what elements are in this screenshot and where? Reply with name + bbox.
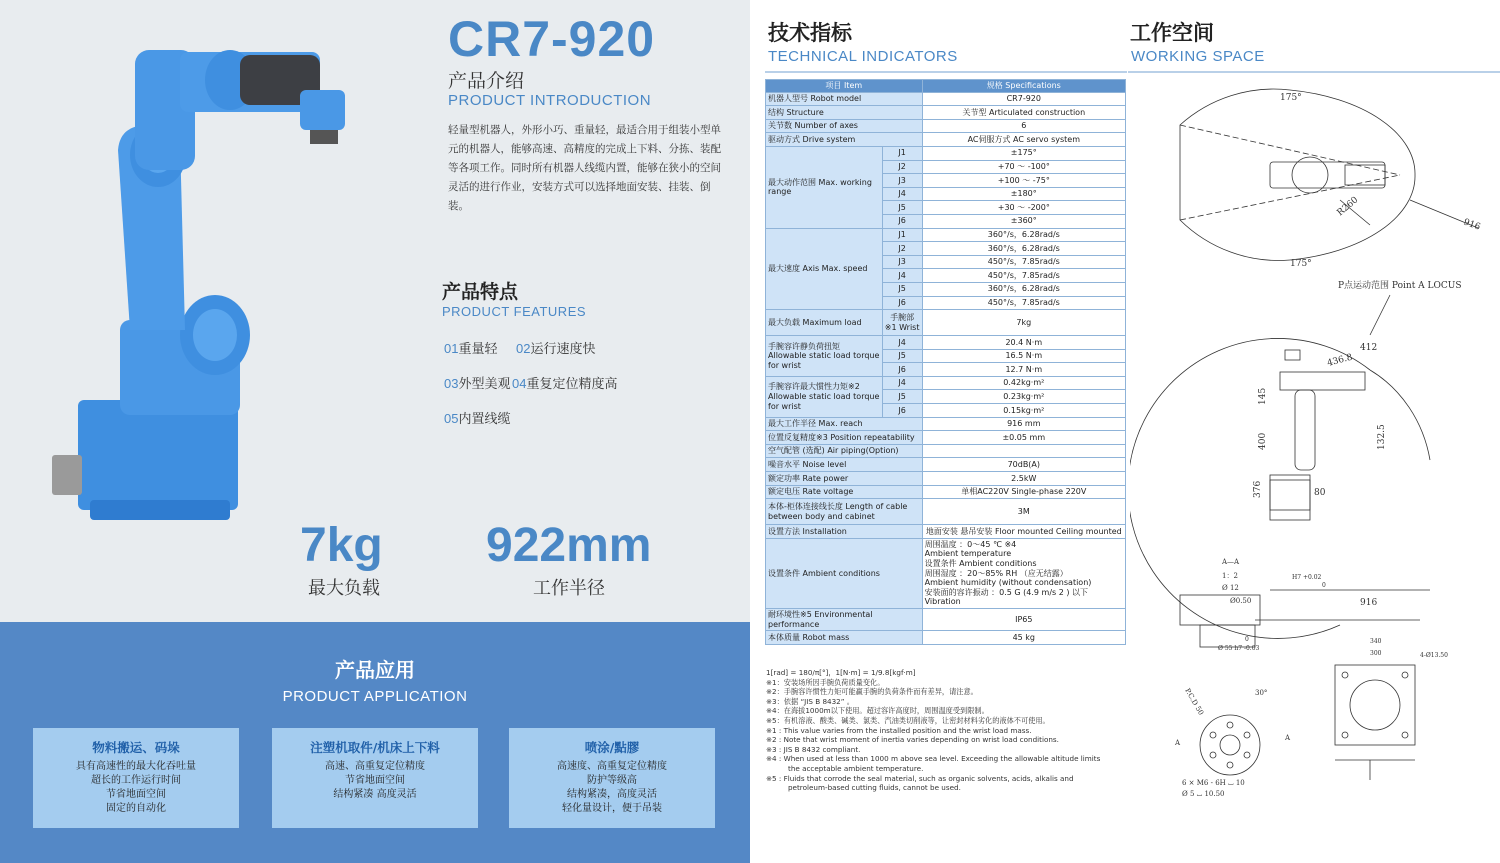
feature-num: 05 — [444, 411, 459, 426]
dim-label: 436.8 — [1326, 352, 1354, 369]
table-row — [766, 146, 1126, 160]
row-value: 地面安装 悬吊安装 Floor mounted Ceiling mounted — [922, 525, 1125, 539]
robot-arm-illustration — [40, 30, 370, 530]
max-load-label: 最大负载 — [308, 578, 380, 599]
feature-text: 重复定位精度高 — [526, 377, 618, 392]
header-item: 项目 Item — [766, 80, 923, 93]
section-marker: A — [1285, 734, 1291, 742]
dim-label: 0 — [1245, 636, 1249, 643]
joint-label: J5 — [882, 349, 922, 363]
note-line: ※5：有机溶液、酸类、碱类、氯类、汽油类切削液等，让密封材料劣化的液体不可使用。 — [766, 715, 1050, 725]
footnotes — [766, 668, 1128, 793]
table-row — [766, 228, 1126, 242]
dim-label: 300 — [1370, 650, 1382, 657]
spec-table — [765, 79, 1126, 645]
row-value: 360°/s，6.28rad/s — [922, 228, 1125, 242]
dim-label: 132.5 — [1377, 424, 1387, 450]
dim-label: H7 +0.02 — [1292, 574, 1322, 581]
row-value: 45 kg — [922, 631, 1125, 645]
joint-label: J4 — [882, 336, 922, 350]
row-value: 3M — [922, 499, 1125, 525]
note-line: ※4：在海拔1000m以下使用。超过容许高度时，周围温度受到限制。 — [766, 706, 989, 716]
dim-label: 916 — [1360, 598, 1378, 608]
joint-label: J4 — [882, 187, 922, 201]
row-value: +30 ～ -200° — [922, 201, 1125, 215]
joint-label: J2 — [882, 160, 922, 174]
note-line: ※1：安装场所因手腕负荷质量变化。 — [766, 677, 885, 687]
table-row — [766, 444, 1126, 458]
dim-label: 4-Ø13.50 — [1420, 652, 1448, 659]
row-label: 耐环境性※5 Environmental performance — [766, 608, 923, 630]
card-title: 物料搬运、码垛 — [92, 740, 180, 755]
feature-item — [512, 373, 617, 392]
row-label: 设置条件 Ambient conditions — [766, 538, 923, 608]
row-label: 空气配管 (选配) Air piping(Option) — [766, 444, 923, 458]
table-row — [766, 431, 1126, 445]
row-value: 7kg — [922, 310, 1125, 336]
feature-text: 重量轻 — [458, 342, 498, 357]
row-label: 位置反复精度※3 Position repeatability — [766, 431, 923, 445]
table-header-row — [766, 80, 1126, 93]
table-row — [766, 485, 1126, 499]
tech-divider — [765, 71, 1127, 73]
card-line: 结构紧凑，高度灵活 — [567, 789, 657, 800]
row-label: 噪音水平 Noise level — [766, 458, 923, 472]
dim-label: 340 — [1370, 638, 1382, 645]
row-label: 最大工作半径 Max. reach — [766, 417, 923, 431]
joint-label: J6 — [882, 363, 922, 377]
row-value: 16.5 N·m — [922, 349, 1125, 363]
row-label: 机器人型号 Robot model — [766, 92, 923, 106]
row-value: 0.42kg·m² — [922, 376, 1125, 390]
note-line: ※3：依据 “JIS B 8432” 。 — [766, 696, 854, 706]
note-line: petroleum-based cutting fluids, cannot be used. — [788, 783, 961, 793]
application-band — [0, 622, 750, 863]
reach-value: 922mm — [486, 519, 652, 572]
joint-label: J2 — [882, 242, 922, 256]
application-title-cn: 产品应用 — [335, 658, 415, 682]
row-label: 手腕容许静负荷扭矩 Allowable static load torque for wrist — [766, 336, 883, 377]
card-line: 超长的工作运行时间 — [91, 775, 181, 786]
dim-label: Ø 55 h7 -0.03 — [1218, 645, 1260, 652]
feature-text: 外型美观 — [458, 377, 511, 392]
row-value: ±180° — [922, 187, 1125, 201]
ambient-line: 周围湿度 ：20～85% RH （应无结露） — [924, 568, 1068, 578]
joint-label: J3 — [882, 255, 922, 269]
tech-title-cn: 技术指标 — [768, 21, 852, 45]
row-value: 360°/s，6.28rad/s — [922, 242, 1125, 256]
row-label: 设置方法 Installation — [766, 525, 923, 539]
card-line: 节省地面空间 — [106, 789, 166, 800]
card-line: 节省地面空间 — [345, 775, 405, 786]
joint-label: J1 — [882, 228, 922, 242]
table-row — [766, 417, 1126, 431]
feature-num: 02 — [516, 341, 531, 356]
row-value: 单相AC220V Single-phase 220V — [922, 485, 1125, 499]
row-value: 关节型 Articulated construction — [922, 106, 1125, 120]
table-row — [766, 608, 1126, 630]
header-spec: 规格 Specifications — [922, 80, 1125, 93]
locus-label: P点运动范围 Point A LOCUS — [1338, 281, 1462, 291]
card-line: 轻化量设计，便于吊装 — [562, 803, 662, 814]
table-row — [766, 310, 1126, 336]
dim-label: Ø 12 — [1222, 584, 1239, 592]
card-line: 结构紧凑 高度灵活 — [333, 789, 417, 800]
joint-label: J6 — [882, 404, 922, 418]
dim-label: Ø 5 ⌴ 10.50 — [1182, 790, 1225, 798]
row-label: 最大动作范围 Max. working range — [766, 146, 883, 228]
row-value: AC伺服方式 AC servo system — [922, 133, 1125, 147]
reach-label: 工作半径 — [533, 578, 605, 599]
row-value: 360°/s，6.28rad/s — [922, 282, 1125, 296]
row-value — [922, 444, 1125, 458]
dim-label: 175° — [1280, 93, 1302, 103]
row-value: +70 ～ -100° — [922, 160, 1125, 174]
row-value: 2.5kW — [922, 472, 1125, 486]
joint-label: J5 — [882, 201, 922, 215]
row-label: 结构 Structure — [766, 106, 923, 120]
intro-body: 轻量型机器人，外形小巧、重量轻，最适合用于组装小型单元的机器人，能够高速、高精度的完成上下料、分拣、装配等各项工作。同时所有机器人线缆内置，能够在狭小的空间灵活的进行作业，安装方式可以选择地面安装、挂装、倒装。 — [448, 124, 721, 212]
table-row — [766, 106, 1126, 120]
row-value: ±175° — [922, 146, 1125, 160]
row-value: 916 mm — [922, 417, 1125, 431]
row-label: 最大速度 Axis Max. speed — [766, 228, 883, 310]
tech-title-en: TECHNICAL INDICATORS — [768, 48, 958, 65]
application-title-en: PRODUCT APPLICATION — [282, 688, 468, 705]
table-row — [766, 119, 1126, 133]
section-marker: A — [1175, 739, 1181, 747]
joint-label: J3 — [882, 174, 922, 188]
card-line: 高速度、高重复定位精度 — [557, 761, 667, 772]
table-row — [766, 525, 1126, 539]
row-sub-label: 手腕部※1 Wrist — [882, 310, 922, 336]
table-row — [766, 336, 1126, 350]
row-value: 70dB(A) — [922, 458, 1125, 472]
note-line: ※1 : This value varies from the installed position and the wrist load mass. — [766, 725, 1032, 735]
workspace-title-cn: 工作空间 — [1130, 21, 1214, 45]
dim-label: 376 — [1253, 480, 1263, 498]
ambient-line: 周围温度 ：0～45 ℃ ※4 — [924, 539, 1017, 549]
row-label: 额定电压 Rate voltage — [766, 485, 923, 499]
dim-label: 175° — [1290, 259, 1312, 269]
joint-label: J6 — [882, 296, 922, 310]
table-row — [766, 376, 1126, 390]
working-space-drawing — [1130, 80, 1496, 860]
ambient-conditions — [922, 538, 1125, 608]
application-card — [509, 728, 715, 828]
section-scale: 1：2 — [1222, 572, 1238, 580]
dim-label: P.C.D 50 — [1183, 687, 1205, 717]
feature-text: 运行速度快 — [530, 342, 596, 357]
ambient-line: 设置条件 Ambient conditions — [924, 559, 1037, 568]
row-label: 最大负载 Maximum load — [766, 310, 883, 336]
ambient-line: Ambient humidity (without condensation) — [924, 578, 1092, 588]
note-line: the acceptable ambient temperature. — [788, 763, 924, 773]
card-title: 注塑机取件/机床上下料 — [310, 740, 440, 755]
dim-label: R260 — [1335, 195, 1361, 219]
card-line: 防护等级高 — [587, 775, 637, 786]
table-row — [766, 133, 1126, 147]
model-title: CR7-920 — [448, 11, 656, 67]
row-label: 额定功率 Rate power — [766, 472, 923, 486]
table-row — [766, 92, 1126, 106]
max-load-value: 7kg — [300, 519, 383, 572]
row-value: 12.7 N·m — [922, 363, 1125, 377]
joint-label: J4 — [882, 269, 922, 283]
joint-label: J1 — [882, 146, 922, 160]
row-label: 手腕容许最大惯性力矩※2 Allowable static load torque for wrist — [766, 376, 883, 417]
table-row — [766, 538, 1126, 608]
feature-text: 内置线缆 — [458, 412, 511, 427]
ambient-line: Ambient temperature — [924, 549, 1012, 559]
table-row — [766, 631, 1126, 645]
ambient-line: Vibration — [924, 597, 961, 607]
table-row — [766, 499, 1126, 525]
dim-label: 6 × M6 - 6H ⌴ 10 — [1182, 779, 1245, 787]
ambient-line: 安装面的容许振动 ：0.5 G (4.9 m/s 2 ) 以下 — [924, 587, 1089, 597]
application-card — [272, 728, 478, 828]
card-line: 高速、高重复定位精度 — [325, 761, 425, 772]
dim-label: Ø0.50 — [1230, 597, 1252, 605]
row-value: +100 ～ -75° — [922, 174, 1125, 188]
section-label: A—A — [1222, 558, 1240, 566]
row-value: ±0.05 mm — [922, 431, 1125, 445]
row-label: 本体-柜体连接线长度 Length of cable between body and cabinet — [766, 499, 923, 525]
note-line: ※5 : Fluids that corrode the seal material, such as organic solvents, acids, alkalis and — [766, 773, 1074, 783]
intro-title-cn: 产品介绍 — [448, 70, 525, 92]
dim-label: 80 — [1314, 488, 1326, 498]
table-row — [766, 458, 1126, 472]
intro-title-en: PRODUCT INTRODUCTION — [448, 92, 652, 109]
dim-label: 0 — [1322, 582, 1326, 589]
row-value: IP65 — [922, 608, 1125, 630]
note-line: ※2 : Note that wrist moment of inertia varies depending on wrist load conditions. — [766, 735, 1059, 745]
top-view — [1180, 89, 1478, 260]
application-card — [33, 728, 239, 828]
card-line: 固定的自动化 — [106, 803, 166, 814]
row-value: CR7-920 — [922, 92, 1125, 106]
joint-label: J5 — [882, 282, 922, 296]
feature-num: 01 — [444, 341, 459, 356]
table-row — [766, 472, 1126, 486]
row-value: 20.4 N·m — [922, 336, 1125, 350]
note-line: ※4 : When used at less than 1000 m above sea level. Exceeding the allowable altitude limits — [766, 754, 1101, 764]
card-line: 具有高速性的最大化吞吐量 — [76, 761, 196, 772]
side-view — [1130, 338, 1430, 638]
row-label: 本体质量 Robot mass — [766, 631, 923, 645]
card-title: 喷涂/點膠 — [584, 740, 640, 755]
row-value: 6 — [922, 119, 1125, 133]
dim-label: 30° — [1255, 689, 1268, 697]
note-line: ※3 : JIS B 8432 compliant. — [766, 744, 861, 754]
row-value: 450°/s，7.85rad/s — [922, 269, 1125, 283]
features-title-en: PRODUCT FEATURES — [442, 304, 587, 319]
row-value: 0.15kg·m² — [922, 404, 1125, 418]
feature-num: 03 — [444, 376, 459, 391]
workspace-divider — [1128, 71, 1500, 73]
feature-item — [444, 408, 510, 427]
row-value: 450°/s，7.85rad/s — [922, 255, 1125, 269]
note-line: ※2：手腕容许惯性力矩可能赢手腕的负荷条件而有差异，请注意。 — [766, 687, 978, 697]
feature-item — [444, 338, 497, 357]
joint-label: J6 — [882, 214, 922, 228]
row-label: 驱动方式 Drive system — [766, 133, 923, 147]
note-line: 1[rad] = 180/π[°]，1[N·m] = 1/9.8[kgf·m] — [766, 668, 916, 677]
row-value: 0.23kg·m² — [922, 390, 1125, 404]
row-value: 450°/s，7.85rad/s — [922, 296, 1125, 310]
workspace-title-en: WORKING SPACE — [1131, 48, 1265, 65]
joint-label: J4 — [882, 376, 922, 390]
row-value: ±360° — [922, 214, 1125, 228]
dim-label: 400 — [1258, 432, 1268, 450]
feature-item — [444, 373, 510, 392]
feature-item — [516, 338, 595, 357]
row-label: 关节数 Number of axes — [766, 119, 923, 133]
dim-label: 145 — [1258, 387, 1268, 405]
feature-num: 04 — [512, 376, 527, 391]
features-title-cn: 产品特点 — [442, 281, 519, 303]
dim-label: 916 — [1461, 217, 1482, 233]
joint-label: J5 — [882, 390, 922, 404]
dim-label: 412 — [1360, 343, 1378, 353]
